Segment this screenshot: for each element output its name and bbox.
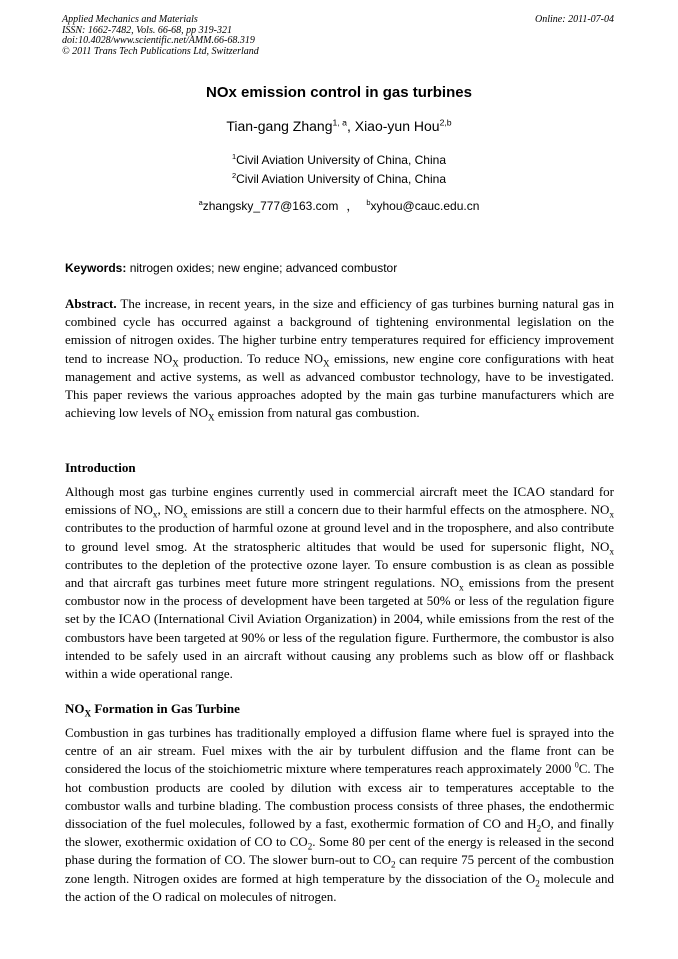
affiliation-2 <box>0 172 678 186</box>
subscript: 2 <box>535 878 540 889</box>
abstract-text: The increase, in recent years, in the size and efficiency of gas turbines burning natural gas in combined cycle has occurred against a background of tightening environmental legislation on the emission of nitrogen oxides. The higher turbine entry temperatures required for efficiency improvement tend to increase NO <box>65 296 614 366</box>
affiliation-1-text: Civil Aviation University of China, China <box>236 153 446 167</box>
body-text: emissions are still a concern due to their harmful effects on the atmosphere. NO <box>187 502 610 518</box>
email-a-mark: a <box>198 198 203 207</box>
subscript: X <box>323 358 330 369</box>
affiliation-2-text: Civil Aviation University of China, China <box>236 172 446 186</box>
email-a[interactable]: zhangsky_777@163.com <box>202 199 339 213</box>
abstract-label: Abstract. <box>65 296 117 311</box>
body-text: emissions from the present combustor now in the process of development have been targeted at 50% or less of the regulation figure set by the ICAO (International Civil Aviation Organization) in 2004, while emissions from the rest of the combustors have been targeted at 90% or less of the regulation figure. Furthermore, the combustor is also intended to be safely used in an aircraft without causing any problems such as blow off or flashback within a wide operational range. <box>65 575 614 682</box>
subscript: x <box>609 546 614 557</box>
author-2-name: Xiao-yun Hou <box>354 118 440 134</box>
email-separator: ， <box>346 199 359 213</box>
subscript: X <box>207 412 215 423</box>
subscript: X <box>84 708 92 719</box>
introduction-heading: Introduction <box>65 460 136 475</box>
body-text: O, and finally the slower, exothermic oxidation of CO to CO <box>65 816 614 850</box>
body-text: contributes to the depletion of the protective ozone layer. To ensure combustion is as clean as possible and that aircraft gas turbines meet future more stringent regulations. NO <box>65 556 614 591</box>
author-line <box>0 118 678 134</box>
body-text: C. The hot combustion products are cooled by dilution with excess air to temperatures acceptable to the combustor walls and turbine blading. The combustion process consists of three phases, the endothermic dissociation of the fuel molecules, followed by a fast, exothermic formation of CO and H <box>65 761 615 832</box>
keywords-label: Keywords: <box>65 261 127 275</box>
body-text: contributes to the production of harmful ozone at ground level and in the troposphere, and also contribute to ground level smog. At the stratospheric altitudes that would be used for supersonic flight, NO <box>65 520 614 554</box>
body-text: can require 75 percent of the combustion zone length. Nitrogen oxides are formed at high temperature by the dissociation of the O <box>65 852 614 886</box>
keywords-text: nitrogen oxides; new engine; advanced combustor <box>126 261 398 275</box>
author-separator: , <box>346 118 355 134</box>
author-1-name: Tian-gang Zhang <box>226 118 333 134</box>
abstract-text: emissions, new engine core configurations with heat management and active systems, as well as advanced combustor technology, have to be investigated. This paper reviews the various approaches adopted by the main gas turbine manufacturers which are achieving low levels of NO <box>65 350 614 421</box>
body-text: . Some 80 per cent of the energy is released in the second phase during the formation of CO. The slower burn-out to CO <box>65 834 614 868</box>
email-b[interactable]: xyhou@cauc.edu.cn <box>370 199 480 213</box>
subscript: 2 <box>391 860 396 871</box>
email-line <box>0 197 678 214</box>
subscript: x <box>152 509 158 520</box>
affiliation-1 <box>0 153 678 167</box>
affiliation-1-mark: 1 <box>231 152 237 161</box>
subscript: 2 <box>536 823 542 834</box>
introduction-paragraph <box>65 483 614 683</box>
journal-name: Applied Mechanics and Materials <box>62 14 198 25</box>
body-text: , NO <box>157 502 184 518</box>
subscript: X <box>172 358 179 369</box>
paper-title: NOx emission control in gas turbines <box>206 84 472 101</box>
affiliation-2-mark: 2 <box>231 171 237 180</box>
heading-text: Formation in Gas Turbine <box>91 701 240 716</box>
subscript: 2 <box>307 841 313 852</box>
body-text: Although most gas turbine engines currently used in commercial aircraft meet the ICAO standard for emissions of NO <box>65 484 614 518</box>
abstract-paragraph <box>65 295 614 422</box>
formation-heading <box>65 701 240 717</box>
abstract-text: production. To reduce NO <box>178 350 324 366</box>
author-1-mark: 1, a <box>332 117 347 128</box>
journal-header <box>62 15 259 57</box>
superscript: 0 <box>574 761 579 771</box>
heading-text: NO <box>65 701 85 716</box>
copyright-line: © 2011 Trans Tech Publications Ltd, Switzerland <box>62 45 259 57</box>
body-text: molecule and the action of the O radical on molecules of nitrogen. <box>65 870 614 904</box>
issn-line: ISSN: 1662-7482, Vols. 66-68, pp 319-321 <box>62 24 232 36</box>
subscript: x <box>609 509 614 520</box>
doi-line: doi:10.4028/www.scientific.net/AMM.66-68.319 <box>62 35 255 46</box>
formation-paragraph <box>65 724 614 906</box>
abstract-text: emission from natural gas combustion. <box>214 405 420 421</box>
keywords <box>65 261 614 275</box>
body-text: Combustion in gas turbines has traditionally employed a diffusion flame where fuel is sprayed into the centre of an air stream. Fuel mixes with the air by turbulent diffusion and the flame front can be considered the locus of the stoichiometric mixture where temperatures reach approximately 2000 <box>65 725 614 777</box>
subscript: x <box>183 509 188 520</box>
author-2-mark: 2,b <box>439 117 452 128</box>
email-b-mark: b <box>366 198 371 207</box>
subscript: x <box>459 582 464 593</box>
online-date: Online: 2011-07-04 <box>535 14 614 25</box>
